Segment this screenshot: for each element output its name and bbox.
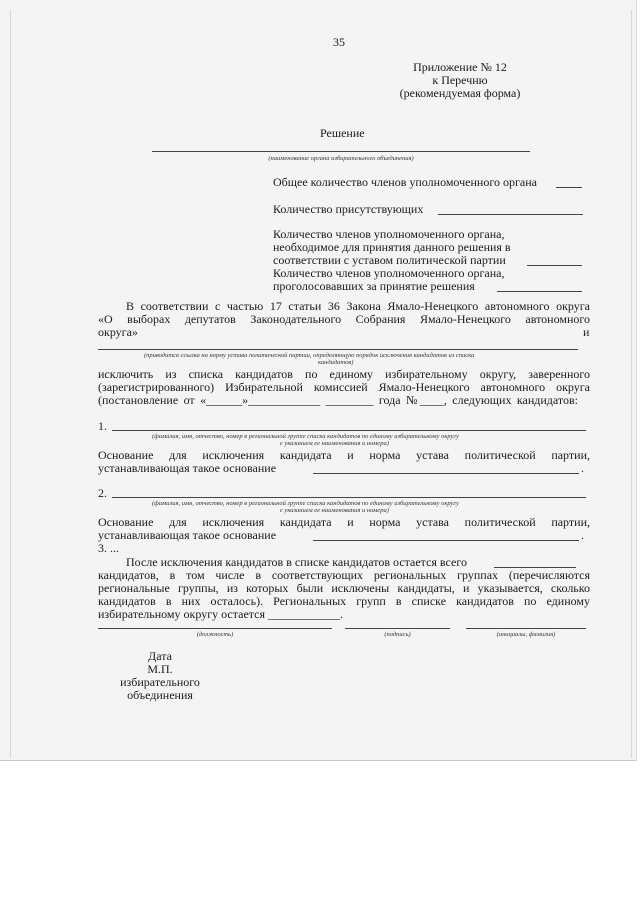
stamp-line-4: объединения <box>127 688 193 702</box>
stamp-mp: М.П. <box>147 662 173 676</box>
para2-line-3: (постановление от «______»____________ ________ года №____, следующих кандидатов: <box>98 393 578 407</box>
name-caption: (инициалы, фамилия) <box>496 631 556 638</box>
norm-reference-line[interactable] <box>98 349 578 350</box>
candidate-1-basis-line[interactable] <box>313 473 579 474</box>
stat-needed-input-line[interactable] <box>527 265 582 266</box>
page-number: 35 <box>333 35 345 49</box>
appendix-line-1: Приложение № 12 <box>413 60 507 74</box>
para3-line-5: избирательному округу остается ____________. <box>98 607 344 621</box>
para3-line-1: После исключения кандидатов в списке кандидатов остается всего <box>126 555 467 569</box>
candidate-2-number: 2. <box>98 486 107 500</box>
candidate-1-caption-2: с указанием ее наименования и номера) <box>280 440 389 447</box>
stat-needed-line-2: необходимое для принятия данного решения в <box>273 240 511 254</box>
para1-line-3b: и <box>583 325 590 339</box>
stat-needed-line-3: соответствии с уставом политической партии <box>273 253 506 267</box>
candidate-1-basis-2: устанавливающая такое основание <box>98 461 277 475</box>
para3-line-2: кандидатов, в том числе в соответствующих региональных группах (перечисляются <box>98 568 590 582</box>
stamp-line-3: избирательного <box>120 675 200 689</box>
signature-caption: (подпись) <box>384 631 411 638</box>
candidate-3-placeholder: 3. ... <box>98 541 119 555</box>
candidate-2-basis-line[interactable] <box>313 540 579 541</box>
para1-line-2: «О выборах депутатов Законодательного Собрания Ямало-Ненецкого автономного <box>98 312 590 326</box>
stat-needed-line-1: Количество членов уполномоченного органа, <box>273 227 505 241</box>
norm-caption-2: кандидатов) <box>318 359 354 366</box>
candidate-2-basis-1: Основание для исключения кандидата и норма устава политической партии, <box>98 515 590 529</box>
candidate-1-number: 1. <box>98 419 107 433</box>
stat-voted-line-1: Количество членов уполномоченного органа, <box>273 266 505 280</box>
candidate-2-basis-2: устанавливающая такое основание <box>98 528 277 542</box>
name-line[interactable] <box>466 628 586 629</box>
stamp-date: Дата <box>148 649 172 663</box>
candidate-2-line[interactable] <box>112 497 586 498</box>
stat-total-line[interactable] <box>556 187 582 188</box>
candidate-2-dot: . <box>581 528 584 542</box>
body-name-caption: (наименование органа избирательного объединения) <box>268 155 414 162</box>
position-caption: (должность) <box>196 631 234 638</box>
stat-total-label: Общее количество членов уполномоченного органа <box>273 175 537 189</box>
body-name-line <box>152 151 530 152</box>
para1-line-3a: округа» <box>98 325 138 339</box>
para3-line-3: региональные группы, из которых были исключены кандидаты, и указывается, сколько <box>98 581 590 595</box>
position-line[interactable] <box>98 628 332 629</box>
candidate-1-basis-1: Основание для исключения кандидата и норма устава политической партии, <box>98 448 590 462</box>
appendix-line-2: к Перечню <box>432 73 488 87</box>
stat-present-label: Количество присутствующих <box>273 202 424 216</box>
appendix-line-3: (рекомендуемая форма) <box>399 86 521 100</box>
candidate-2-caption-2: с указанием ее наименования и номера) <box>280 507 389 514</box>
norm-caption-1: (приводится ссылка на норму устава политической партии, определяющую порядок исключения кандидатов из списка <box>144 352 475 359</box>
signature-line[interactable] <box>345 628 450 629</box>
para1-line-1: В соответствии с частью 17 статьи 36 Закона Ямало-Ненецкого автономного округа <box>126 299 590 313</box>
candidate-1-dot: . <box>581 461 584 475</box>
document-title: Решение <box>320 126 365 140</box>
candidate-1-line[interactable] <box>112 430 586 431</box>
stat-voted-line-2: проголосовавших за принятие решения <box>273 279 475 293</box>
candidate-2-caption-1: (фамилия, имя, отчество, номер в региональной группе списка кандидатов по единому избирательному округу <box>152 500 459 507</box>
para3-line-4: кандидатов в них осталось). Региональных групп в списке кандидатов по единому <box>98 594 590 608</box>
stat-present-line[interactable] <box>438 214 583 215</box>
para2-line-1: исключить из списка кандидатов по единому избирательному округу, заверенного <box>98 367 590 381</box>
candidate-1-caption-1: (фамилия, имя, отчество, номер в региональной группе списка кандидатов по единому избирательному округу <box>152 433 459 440</box>
stat-voted-input-line[interactable] <box>497 291 582 292</box>
para2-line-2: (зарегистрированного) Избирательной комиссией Ямало-Ненецкого автономного округа <box>98 380 590 394</box>
